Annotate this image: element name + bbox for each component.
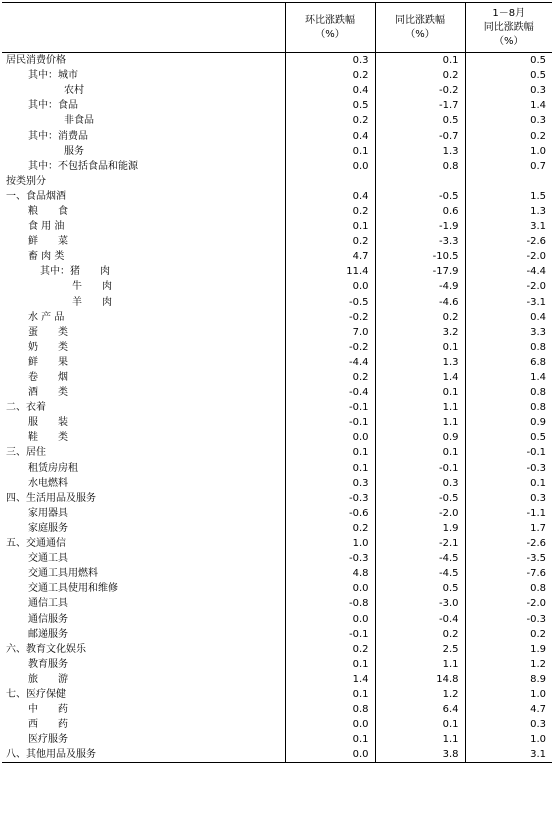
cell-mom: -0.5 — [285, 295, 375, 310]
cell-mom: 0.0 — [285, 279, 375, 294]
cell-yoy: -0.5 — [375, 189, 465, 204]
table-row — [2, 189, 552, 204]
cell-mom: 0.2 — [285, 204, 375, 219]
cell-yoy: -1.7 — [375, 98, 465, 113]
cell-mom: 11.4 — [285, 264, 375, 279]
table-row — [2, 128, 552, 143]
table-body — [2, 53, 552, 763]
table-header — [2, 3, 552, 53]
cell-yoy: 1.3 — [375, 144, 465, 159]
cell-mom: 0.8 — [285, 702, 375, 717]
cell-mom: 0.4 — [285, 128, 375, 143]
cell-ytd: 6.8 — [465, 355, 552, 370]
row-label: 租赁房房租 — [28, 462, 78, 474]
table-row — [2, 53, 552, 69]
cell-yoy: 2.5 — [375, 642, 465, 657]
table-row — [2, 596, 552, 611]
cell-mom: 0.5 — [285, 98, 375, 113]
cell-yoy: -4.6 — [375, 295, 465, 310]
cell-ytd: 0.3 — [465, 491, 552, 506]
cell-ytd: 1.3 — [465, 204, 552, 219]
row-label: 其中：食品 — [28, 100, 78, 112]
row-label: 家庭服务 — [28, 522, 68, 534]
cell-ytd: 0.8 — [465, 385, 552, 400]
row-label: 其中：消费品 — [28, 130, 88, 142]
cell-mom: 0.2 — [285, 521, 375, 536]
cell-yoy: -4.9 — [375, 279, 465, 294]
table-row — [2, 702, 552, 717]
cell-mom: -0.2 — [285, 310, 375, 325]
cell-yoy: -0.1 — [375, 461, 465, 476]
row-label: 粮 食 — [28, 205, 68, 217]
cell-ytd: -0.1 — [465, 445, 552, 460]
row-label: 交通工具用燃料 — [28, 568, 98, 580]
cell-mom: 4.7 — [285, 249, 375, 264]
table-row — [2, 581, 552, 596]
table-row — [2, 461, 552, 476]
cell-yoy: 0.6 — [375, 204, 465, 219]
table-row — [2, 340, 552, 355]
cell-mom: 0.2 — [285, 113, 375, 128]
cell-ytd: 4.7 — [465, 702, 552, 717]
cell-yoy: 0.2 — [375, 627, 465, 642]
table-row — [2, 642, 552, 657]
row-label: 农村 — [64, 85, 84, 97]
cell-ytd: 0.8 — [465, 340, 552, 355]
cell-ytd: 1.0 — [465, 687, 552, 702]
cell-ytd: -2.0 — [465, 249, 552, 264]
table-row — [2, 325, 552, 340]
row-label: 交通工具 — [28, 553, 68, 565]
table-row — [2, 144, 552, 159]
cell-yoy: 0.5 — [375, 581, 465, 596]
cell-ytd: 1.4 — [465, 370, 552, 385]
cell-mom: -0.1 — [285, 400, 375, 415]
row-label: 医疗服务 — [28, 734, 68, 746]
cell-ytd: 1.4 — [465, 98, 552, 113]
row-label: 鞋 类 — [28, 432, 68, 444]
cell-yoy: 0.1 — [375, 717, 465, 732]
row-label: 牛 肉 — [72, 281, 112, 293]
cell-mom: 4.8 — [285, 566, 375, 581]
row-label: 卷 烟 — [28, 372, 68, 384]
header-ytd: 1－8月 同比涨跌幅 （%） — [465, 3, 552, 53]
table-row — [2, 98, 552, 113]
cell-yoy: -17.9 — [375, 264, 465, 279]
row-label: 鲜 果 — [28, 356, 68, 368]
cell-ytd: 1.7 — [465, 521, 552, 536]
cell-mom: 0.1 — [285, 687, 375, 702]
cell-mom: 0.3 — [285, 476, 375, 491]
row-label: 酒 类 — [28, 387, 68, 399]
cell-mom: -4.4 — [285, 355, 375, 370]
cell-ytd: 1.0 — [465, 732, 552, 747]
table-row — [2, 536, 552, 551]
cell-yoy: -0.5 — [375, 491, 465, 506]
cell-ytd: -2.0 — [465, 279, 552, 294]
table-row — [2, 370, 552, 385]
cell-yoy: -4.5 — [375, 551, 465, 566]
row-label: 羊 肉 — [72, 296, 112, 308]
cell-yoy: 0.5 — [375, 113, 465, 128]
table-row — [2, 491, 552, 506]
cell-ytd: 0.5 — [465, 68, 552, 83]
table-row — [2, 204, 552, 219]
table-row — [2, 264, 552, 279]
cell-ytd: 0.8 — [465, 400, 552, 415]
cell-yoy: 1.4 — [375, 370, 465, 385]
cell-yoy: -3.0 — [375, 596, 465, 611]
table-row — [2, 355, 552, 370]
row-label: 服 装 — [28, 417, 68, 429]
cell-ytd: -7.6 — [465, 566, 552, 581]
row-label: 西 药 — [28, 719, 68, 731]
table-row — [2, 672, 552, 687]
cell-ytd: -2.0 — [465, 596, 552, 611]
table-row — [2, 279, 552, 294]
row-label: 蛋 类 — [28, 326, 68, 338]
table-row — [2, 521, 552, 536]
cell-ytd: 0.8 — [465, 581, 552, 596]
cell-ytd: -0.3 — [465, 461, 552, 476]
cell-yoy: -4.5 — [375, 566, 465, 581]
table-row — [2, 174, 552, 189]
row-label: 旅 游 — [28, 673, 68, 685]
cell-mom: 0.4 — [285, 83, 375, 98]
cell-mom: 0.3 — [285, 53, 375, 69]
cell-mom: -0.1 — [285, 627, 375, 642]
table-row — [2, 385, 552, 400]
cell-mom: 0.4 — [285, 189, 375, 204]
cell-ytd: 0.1 — [465, 476, 552, 491]
table-row — [2, 687, 552, 702]
row-label: 其中：不包括食品和能源 — [28, 160, 138, 172]
cell-yoy: -2.1 — [375, 536, 465, 551]
row-label: 交通工具使用和维修 — [28, 583, 118, 595]
table-row — [2, 68, 552, 83]
table-row — [2, 506, 552, 521]
row-label: 非食品 — [64, 115, 94, 127]
row-label: 家用器具 — [28, 507, 68, 519]
cell-mom: 0.1 — [285, 445, 375, 460]
row-label: 四、生活用品及服务 — [6, 492, 96, 504]
cell-ytd: -3.1 — [465, 295, 552, 310]
row-label: 七、医疗保健 — [6, 688, 66, 700]
row-label: 奶 类 — [28, 341, 68, 353]
row-label: 服务 — [64, 145, 84, 157]
table-row — [2, 234, 552, 249]
cell-yoy: 0.9 — [375, 430, 465, 445]
cell-mom: 1.0 — [285, 536, 375, 551]
table-row — [2, 657, 552, 672]
row-label: 水电燃料 — [28, 477, 68, 489]
cell-yoy: -0.4 — [375, 611, 465, 626]
cell-yoy: 1.9 — [375, 521, 465, 536]
cell-mom: 0.0 — [285, 430, 375, 445]
cell-mom: 0.1 — [285, 732, 375, 747]
cell-ytd: 0.5 — [465, 430, 552, 445]
cell-ytd: 1.2 — [465, 657, 552, 672]
cell-ytd: 1.9 — [465, 642, 552, 657]
cell-ytd: -2.6 — [465, 234, 552, 249]
cell-yoy: 0.2 — [375, 68, 465, 83]
cell-mom: 1.4 — [285, 672, 375, 687]
cell-mom: -0.3 — [285, 551, 375, 566]
cell-ytd: 0.7 — [465, 159, 552, 174]
cell-mom: 0.1 — [285, 657, 375, 672]
cell-ytd: 0.3 — [465, 113, 552, 128]
cell-mom: -0.1 — [285, 415, 375, 430]
cell-mom: 0.2 — [285, 642, 375, 657]
cell-mom: 0.2 — [285, 234, 375, 249]
cell-mom — [285, 174, 375, 189]
header-item-column — [2, 3, 285, 53]
cell-mom: 0.0 — [285, 581, 375, 596]
table-row — [2, 310, 552, 325]
cell-yoy: 1.1 — [375, 415, 465, 430]
table-row — [2, 611, 552, 626]
row-label: 食 用 油 — [28, 221, 65, 233]
cell-ytd: -0.3 — [465, 611, 552, 626]
cell-yoy: -0.2 — [375, 83, 465, 98]
row-label: 八、其他用品及服务 — [2, 747, 285, 763]
table-row — [2, 445, 552, 460]
cell-yoy: -2.0 — [375, 506, 465, 521]
cell-ytd: -4.4 — [465, 264, 552, 279]
table-row — [2, 113, 552, 128]
row-label: 鲜 菜 — [28, 236, 68, 248]
cell-mom: 7.0 — [285, 325, 375, 340]
cell-mom: -0.4 — [285, 385, 375, 400]
cell-yoy: 0.8 — [375, 159, 465, 174]
cell-mom: 0.0 — [285, 159, 375, 174]
cell-ytd: -3.5 — [465, 551, 552, 566]
cell-ytd: 0.4 — [465, 310, 552, 325]
table-row — [2, 732, 552, 747]
cell-ytd: 8.9 — [465, 672, 552, 687]
table-row — [2, 295, 552, 310]
table-row — [2, 717, 552, 732]
cell-ytd: -2.6 — [465, 536, 552, 551]
cell-yoy: 0.1 — [375, 385, 465, 400]
table-row — [2, 219, 552, 234]
cell-mom: -0.6 — [285, 506, 375, 521]
cell-mom: 0.1 — [285, 461, 375, 476]
row-label: 教育服务 — [28, 658, 68, 670]
cell-ytd: 0.2 — [465, 128, 552, 143]
cell-ytd — [465, 174, 552, 189]
cell-yoy: 0.2 — [375, 310, 465, 325]
cell-yoy: -10.5 — [375, 249, 465, 264]
table-row — [2, 476, 552, 491]
cell-mom: -0.2 — [285, 340, 375, 355]
row-label: 通信工具 — [28, 598, 68, 610]
cell-ytd: 0.9 — [465, 415, 552, 430]
cpi-table — [2, 2, 552, 763]
table-row — [2, 551, 552, 566]
cell-yoy: 0.3 — [375, 476, 465, 491]
row-label: 其中：猪 肉 — [40, 266, 110, 278]
cell-yoy: 0.1 — [375, 340, 465, 355]
cell-yoy: 6.4 — [375, 702, 465, 717]
cell-mom: 0.2 — [285, 68, 375, 83]
table-row — [2, 566, 552, 581]
table-row — [2, 627, 552, 642]
cell-ytd: -1.1 — [465, 506, 552, 521]
cell-yoy: 1.1 — [375, 732, 465, 747]
row-label: 中 药 — [28, 704, 68, 716]
cell-yoy: -3.3 — [375, 234, 465, 249]
table-row — [2, 83, 552, 98]
cell-yoy: 0.1 — [375, 445, 465, 460]
row-label: 居民消费价格 — [6, 55, 66, 67]
cell-mom: 0.0 — [285, 717, 375, 732]
cell-mom: -0.8 — [285, 596, 375, 611]
table-row — [2, 747, 552, 763]
cell-yoy: -1.9 — [375, 219, 465, 234]
row-label: 按类别分 — [6, 175, 46, 187]
cell-ytd: 0.3 — [465, 717, 552, 732]
table-row — [2, 415, 552, 430]
cell-ytd: 1.5 — [465, 189, 552, 204]
cell-ytd: 1.0 — [465, 144, 552, 159]
cell-ytd: 0.5 — [465, 53, 552, 69]
table-row — [2, 400, 552, 415]
cell-ytd: 0.3 — [465, 83, 552, 98]
table-row — [2, 249, 552, 264]
row-label: 畜 肉 类 — [28, 251, 65, 263]
row-label: 一、食品烟酒 — [6, 190, 66, 202]
row-label: 通信服务 — [28, 613, 68, 625]
cell-mom: 0.1 — [285, 144, 375, 159]
row-label: 水 产 品 — [28, 311, 65, 323]
cell-yoy: 1.1 — [375, 657, 465, 672]
cell-yoy: 3.8 — [375, 747, 465, 763]
cell-yoy: 0.1 — [375, 53, 465, 69]
cell-yoy: 3.2 — [375, 325, 465, 340]
cell-yoy: 14.8 — [375, 672, 465, 687]
cell-mom: -0.3 — [285, 491, 375, 506]
cell-mom: 0.2 — [285, 370, 375, 385]
header-yoy: 同比涨跌幅 （%） — [375, 3, 465, 53]
cell-yoy: 1.1 — [375, 400, 465, 415]
cell-ytd: 3.1 — [465, 219, 552, 234]
cell-mom: 0.0 — [285, 747, 375, 763]
row-label: 邮递服务 — [28, 628, 68, 640]
row-label: 六、教育文化娱乐 — [6, 643, 86, 655]
header-mom: 环比涨跌幅 （%） — [285, 3, 375, 53]
cell-yoy: -0.7 — [375, 128, 465, 143]
table-row — [2, 430, 552, 445]
cell-ytd: 0.2 — [465, 627, 552, 642]
table-row — [2, 159, 552, 174]
row-label: 其中：城市 — [28, 70, 78, 82]
row-label: 五、交通通信 — [6, 538, 66, 550]
cell-yoy: 1.3 — [375, 355, 465, 370]
cell-ytd: 3.3 — [465, 325, 552, 340]
row-label: 三、居住 — [6, 447, 46, 459]
cell-mom: 0.0 — [285, 611, 375, 626]
cell-mom: 0.1 — [285, 219, 375, 234]
cell-ytd: 3.1 — [465, 747, 552, 763]
row-label: 二、衣着 — [6, 402, 46, 414]
cell-yoy — [375, 174, 465, 189]
cell-yoy: 1.2 — [375, 687, 465, 702]
